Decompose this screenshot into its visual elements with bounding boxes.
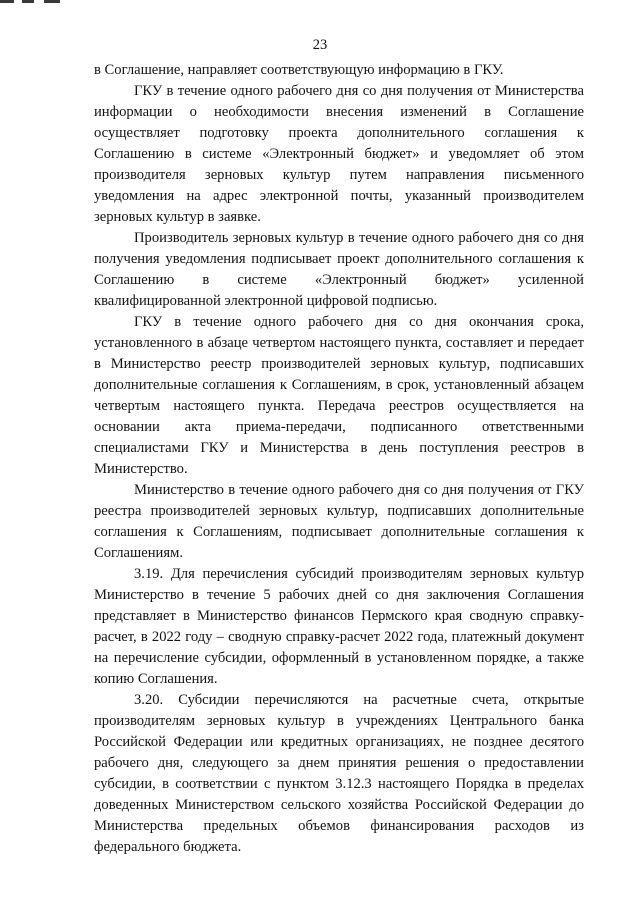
scan-artifact <box>0 0 14 3</box>
paragraph: ГКУ в течение одного рабочего дня со дня окончания срока, установленного в абзаце четвертом настоящего пункта, составляет и передает в Министерство реестр производителей зерновых культур, подписавших дополнительные соглашения к Соглашениям, в срок, установленный абзацем четвертым настоящего пункта. Передача реестров осуществляется на основании акта приема-передачи, подписанного ответственными специалистами ГКУ и Министерства в день поступления реестров в Министерство. <box>94 314 584 477</box>
scan-artifact <box>22 0 34 3</box>
paragraph: Производитель зерновых культур в течение одного рабочего дня со дня получения уведомления подписывает проект дополнительного соглашения к Соглашению в системе «Электронный бюджет» усиленной квалифицированной электронной цифровой подписью. <box>94 230 584 309</box>
paragraph: 3.19. Для перечисления субсидий производителям зерновых культур Министерство в течение 5 рабочих дней со дня заключения Соглашения представляет в Министерство финансов Пермского края сводную справку-расчет, в 2022 году – сводную справку-расчет 2022 года, платежный документ на перечисление субсидии, оформленный в установленном порядке, а также копию Соглашения. <box>94 566 584 687</box>
paragraph: ГКУ в течение одного рабочего дня со дня получения от Министерства информации о необходимости внесения изменений в Соглашение осуществляет подготовку проекта дополнительного соглашения к Соглашению в системе «Электронный бюджет» и уведомляет об этом производителя зерновых культур путем направления письменного уведомления на адрес электронной почты, указанный производителем зерновых культур в заявке. <box>94 83 584 225</box>
paragraph: 3.20. Субсидии перечисляются на расчетные счета, открытые производителям зерновых культур в учреждениях Центрального банка Российской Федерации или кредитных организациях, не позднее десятого рабочего дня, следующего за днем принятия решения о предоставлении субсидии, в соответствии с пунктом 3.12.3 настоящего Порядка в пределах доведенных Министерством сельского хозяйства Российской Федерации до Министерства предельных объемов финансирования расходов из федерального бюджета. <box>94 692 584 855</box>
paragraph: в Соглашение, направляет соответствующую информацию в ГКУ. <box>94 62 504 78</box>
document-body <box>94 60 584 858</box>
paragraph: Министерство в течение одного рабочего дня со дня получения от ГКУ реестра производителей зерновых культур, подписавших дополнительные соглашения к Соглашениям, подписывает дополнительные соглашения к Соглашениям. <box>94 482 584 561</box>
page-number: 23 <box>312 37 328 53</box>
scan-artifact <box>44 0 60 3</box>
